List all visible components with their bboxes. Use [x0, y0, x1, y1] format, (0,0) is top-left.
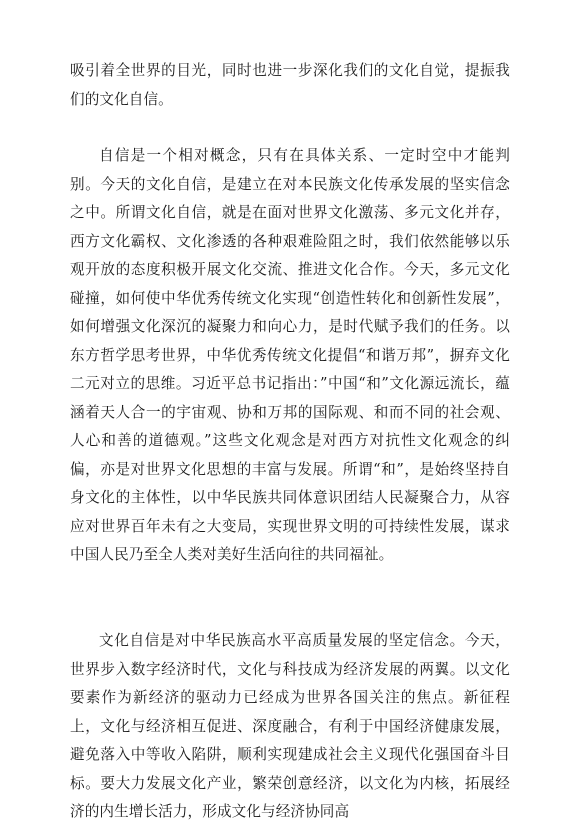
paragraph-continued: 吸引着全世界的目光，同时也进一步深化我们的文化自觉，提振我们的文化自信。 [70, 62, 510, 108]
paragraph-cultural-confidence-development: 文化自信是对中华民族高水平高质量发展的坚定信念。今天，世界步入数字经济时代，文化与科技成为经济发展的两翼。以文化要素作为新经济的驱动力已经成为世界各国关注的焦点。新征程上，文化与经济相互促进、深度融合，有利于中国经济健康发展，避免落入中等收入陷阱，顺利实现建成社会主义现代化强国奋斗目标。要大力发展文化产业，繁荣创意经济，以文化为内核，拓展经济的内生增长活力，形成文化与经济协同高 [70, 632, 510, 820]
paragraph-cultural-confidence-concept: 自信是一个相对概念，只有在具体关系、一定时空中才能判别。今天的文化自信，是建立在对本民族文化传承发展的坚实信念之中。所谓文化自信，就是在面对世界文化激荡、多元文化并存，西方文化霸权、文化渗透的各种艰难险阻之时，我们依然能够以乐观开放的态度积极开展文化交流、推进文化合作。今天，多元文化碰撞，如何使中华优秀传统文化实现“创造性转化和创新性发展”，如何增强文化深沉的凝聚力和向心力，是时代赋予我们的任务。以东方哲学思考世界，中华优秀传统文化提倡“和谐万邦”，摒弃文化二元对立的思维。习近平总书记指出：”中国“和”文化源远流长，蕴涵着天人合一的宇宙观、协和万邦的国际观、和而不同的社会观、人心和善的道德观。”这些文化观念是对西方对抗性文化观念的纠偏，亦是对世界文化思想的丰富与发展。所谓“和”，是始终坚持自身文化的主体性，以中华民族共同体意识团结人民凝聚合力，从容应对世界百年未有之大变局，实现世界文明的可持续性发展，谋求中国人民乃至全人类对美好生活向往的共同福祉。 [70, 147, 510, 563]
